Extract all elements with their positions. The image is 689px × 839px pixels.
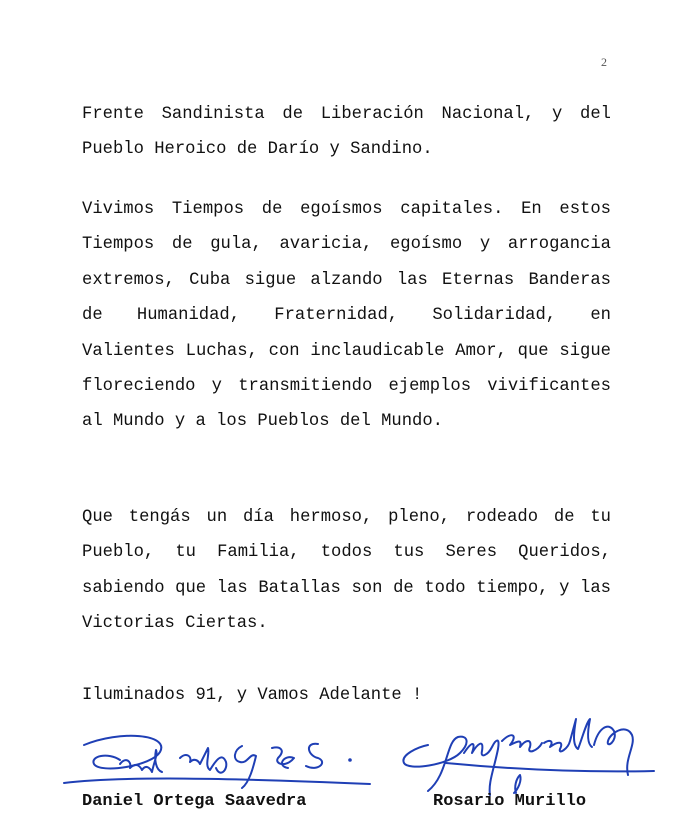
page-number: 2 [601,55,607,69]
paragraph-wishes: Que tengás un día hermoso, pleno, rodeado de tu Pueblo, tu Familia, todos tus Seres Queridos, sabiendo que las Batallas son de todo tiempo, y las Victorias Ciertas. [82,508,611,634]
signature-daniel-ortega [60,728,380,793]
paragraph-tribute: Vivimos Tiempos de egoísmos capitales. En estos Tiempos de gula, avaricia, egoísmo y arrogancia extremos, Cuba sigue alzando las Eternas Banderas de Humanidad, Fraternidad, Solidaridad, en Valientes Luchas, con inclaudicable Amor, que sigue floreciendo y transmitiendo ejemplos vivificantes al Mundo y a los Pueblos del Mundo. [82,200,611,432]
signer-name-left: Daniel Ortega Saavedra [82,792,307,811]
paragraph-continuation: Frente Sandinista de Liberación Nacional, y del Pueblo Heroico de Darío y Sandino. [82,105,611,160]
closing-line: Iluminados 91, y Vamos Adelante ! [82,686,423,705]
signer-name-right: Rosario Murillo [433,792,587,811]
